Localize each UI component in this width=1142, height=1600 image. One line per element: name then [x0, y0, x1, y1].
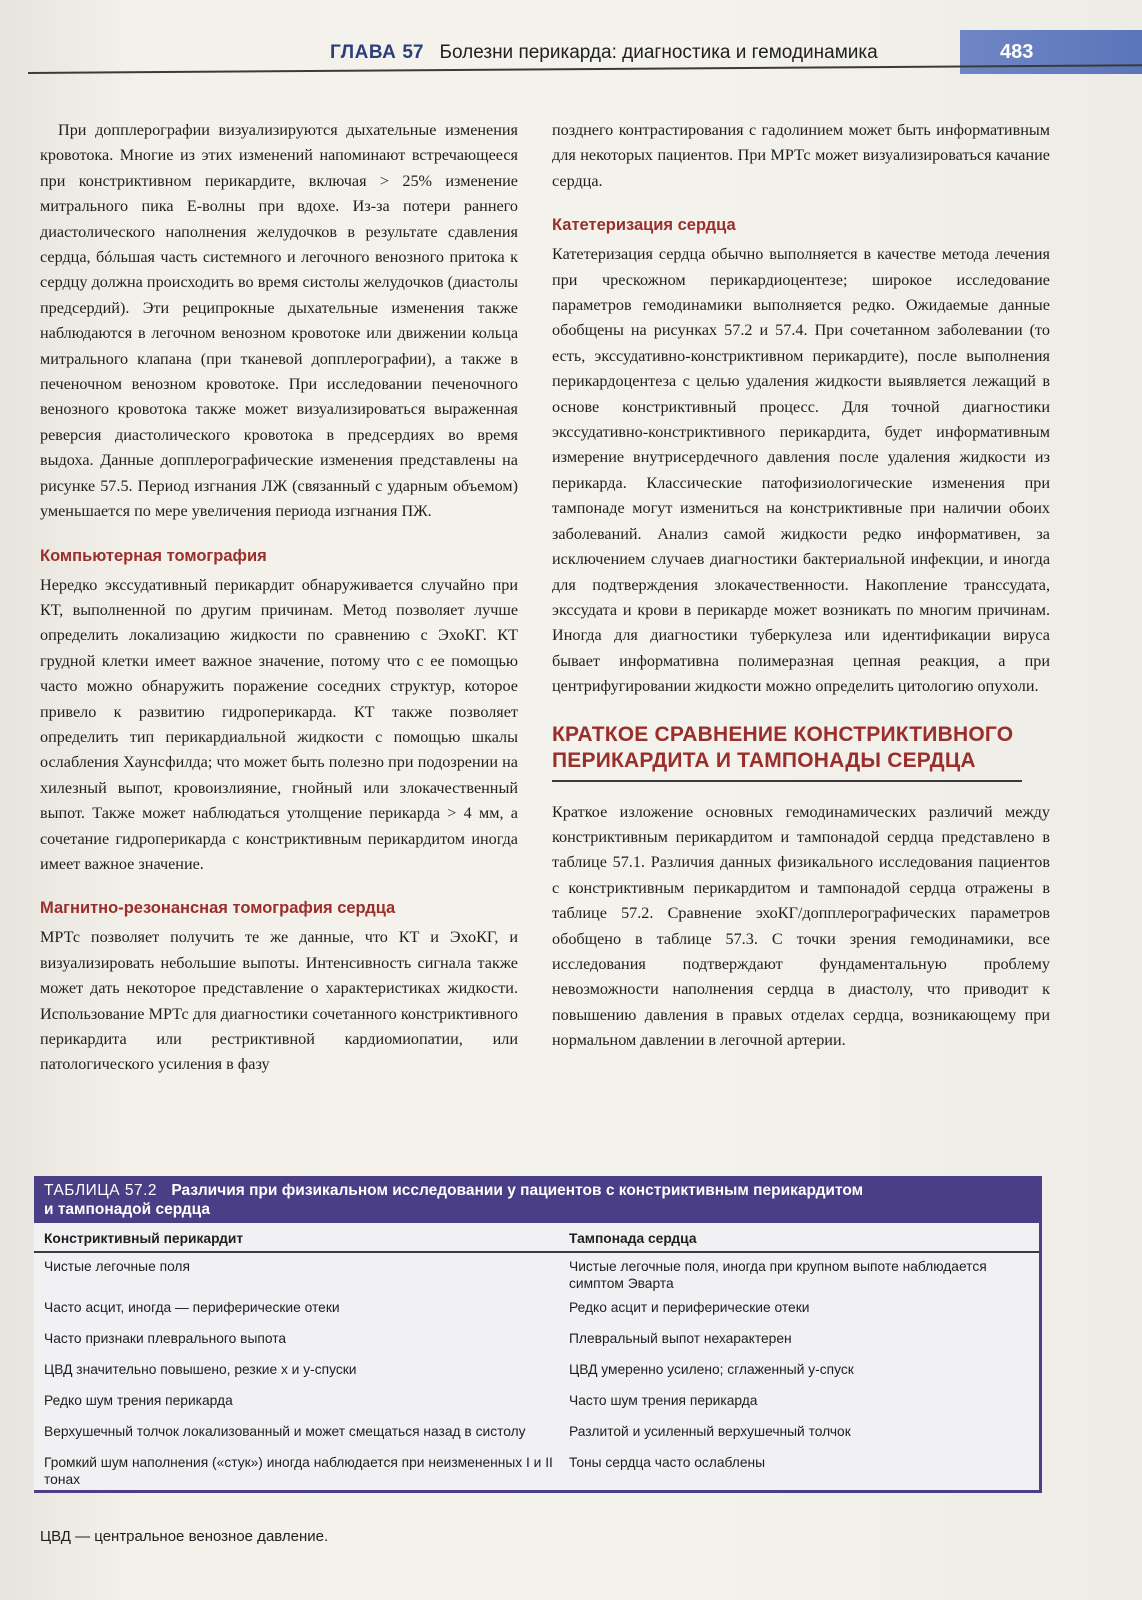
column-header-constrictive: Констриктивный перикардит [44, 1231, 244, 1246]
table-title-line2: и тампонадой сердца [44, 1201, 210, 1218]
ct-paragraph: Нередко экссудативный перикардит обнаруживается случайно при КТ, выполненной по другим причинам. Метод позволяет лучше определить локализацию жидкости по сравнению с ЭхоКГ. КТ грудной клетки имеет важное значение, потому что с ее помощью часто можно обнаружить поражение соседних структур, которое привело к развитию гидроперикарда. КТ также позволяет определить тип перикардиальной жидкости с помощью шкалы ослабления Хаунсфилда; что может быть полезно при подозрении на хилезный выпот, кровоизлияние, гнойный или злокачественный выпот. Также может наблюдаться утолщение перикарда > 4 мм, а сочетание гидроперикарда с констриктивным перикардитом иногда имеет важное значение. [40, 575, 518, 873]
table-cell-tamponade: Разлитой и усиленный верхушечный толчок [569, 1424, 851, 1439]
column-header-tamponade: Тампонада сердца [569, 1231, 697, 1246]
table-57-2 [34, 1176, 1042, 1493]
table-title-line1: Различия при физикальном исследовании у пациентов с констриктивным перикардитом [171, 1182, 864, 1199]
table-cell-tamponade: Чистые легочные поля, иногда при крупном выпоте наблюдается симптом Эварта [569, 1259, 987, 1291]
section-rule [552, 780, 1022, 782]
table-row [34, 1294, 1039, 1325]
chapter-title: Болезни перикарда: диагностика и гемодинамика [439, 42, 878, 63]
chapter-label: ГЛАВА [330, 42, 397, 63]
cath-paragraph: Катетеризация сердца обычно выполняется в качестве метода лечения при чрескожном перикардиоцентезе; широкое исследование параметров гемодинамики выполняется редко. Ожидаемые данные обобщены на рисунках 57.2 и 57.4. При сочетанном заболевании (то есть, экссудативно-констриктивном перикардите), после выполнения перикардоцентеза с целью удаления жидкости выявляется лежащий в основе констриктивный процесс. Для точной диагностики экссудативно-констриктивного перикардита, будет информативным измерение внутрисердечного давления после удаления жидкости из перикарда. Классические патофизиологические изменения при тампонаде могут измениться на констриктивные при наличии обоих заболеваний. Анализ самой жидкости редко информативен, за исключением случаев диагностики бактериальной инфекции, и иногда для подтверждения злокачественности. Накопление транссудата, экссудата и крови в перикарде может возникать по многим причинам. Иногда для диагностики туберкулеза или идентификации вируса бывает информативна полимеразная цепная реакция, а при центрифугировании жидкости можно определить цитологию опухоли. [552, 245, 1050, 696]
page-number-tab [960, 30, 1142, 74]
table-cell-tamponade: Часто шум трения перикарда [569, 1393, 758, 1408]
cath-heading: Катетеризация сердца [552, 216, 736, 235]
table-row [34, 1387, 1039, 1418]
doppler-paragraph: При допплерографии визуализируются дыхательные изменения кровотока. Многие из этих изменений напоминают встречающееся при констриктивном перикардите, включая > 25% изменение митрального пика Е-волны при вдохе. Из-за потери раннего диастолического наполнения желудочков в результате сдавления сердца, бóльшая часть системного и легочного венозного притока к сердцу должна происходить во время систолы желудочков (диастолы предсердий). Эти реципрокные дыхательные изменения также наблюдаются в легочном венозном кровотоке или движении кольца митрального клапана (при тканевой допплерографии), а также в печеночном венозном кровотоке. При исследовании печеночного венозного кровотока также может визуализироваться выраженная реверсия диастолического кровотока в предсердиях во время выдоха. Данные допплерографические изменения представлены на рисунке 57.5. Период изгнания ЛЖ (связанный с ударным объемом) уменьшается по мере увеличения периода изгнания ПЖ. [40, 121, 518, 521]
table-cell-constrictive: Редко шум трения перикарда [44, 1393, 233, 1408]
table-label: ТАБЛИЦА 57.2 [44, 1182, 158, 1199]
section-heading-line2: ПЕРИКАРДИТА И ТАМПОНАДЫ СЕРДЦА [552, 748, 976, 772]
table-row [34, 1356, 1039, 1387]
ct-heading: Компьютерная томография [40, 546, 267, 565]
section-paragraph: Краткое изложение основных гемодинамических различий между констриктивным перикардитом и тампонадой сердца представлено в таблице 57.1. Различия данных физикального исследования пациентов с констриктивным перикардитом и тампонадой сердца отражены в таблице 57.2. Сравнение эхоКГ/допплерографических параметров обобщено в таблице 57.3. С точки зрения гемодинамики, все исследования подтверждают фундаментальную проблему невозможности наполнения сердца в диастолу, что приводит к повышению давления в правых отделах сердца, возникающему при нормальном давлении в легочной артерии. [552, 802, 1050, 1050]
running-header [330, 38, 970, 68]
table-row [34, 1253, 1039, 1294]
table-cell-tamponade: Плевральный выпот нехарактерен [569, 1331, 792, 1346]
table-row [34, 1325, 1039, 1356]
table-cell-constrictive: ЦВД значительно повышено, резкие x и y-спуски [44, 1362, 357, 1377]
mri-continued-paragraph: позднего контрастирования с гадолинием может быть информативным для некоторых пациентов. При МРТс может визуализироваться качание сердца. [552, 121, 1050, 190]
table-body [34, 1223, 1042, 1493]
table-cell-constrictive: Часто асцит, иногда — периферические отеки [44, 1300, 340, 1315]
table-cell-tamponade: ЦВД умеренно усилено; сглаженный y-спуск [569, 1362, 854, 1377]
mri-paragraph: МРТс позволяет получить те же данные, что КТ и ЭхоКГ, и визуализировать небольшие выпоты. Интенсивность сигнала также может дать некоторое представление о характеристиках жидкости. Использование МРТс для диагностики сочетанного констриктивного перикардита или рестриктивной кардиомиопатии, или патологического усиления в фазу [40, 928, 518, 1074]
table-footnote: ЦВД — центральное венозное давление. [40, 1528, 329, 1545]
table-cell-tamponade: Тоны сердца часто ослаблены [569, 1455, 766, 1470]
right-column [552, 118, 1050, 1054]
left-column [40, 118, 518, 1078]
table-cell-constrictive: Часто признаки плеврального выпота [44, 1331, 287, 1346]
table-cell-constrictive: Чистые легочные поля [44, 1259, 190, 1274]
section-heading [552, 722, 1050, 774]
mri-heading: Магнитно-резонансная томография сердца [40, 899, 396, 918]
table-cell-constrictive: Верхушечный толчок локализованный и может смещаться назад в систолу [44, 1424, 526, 1439]
table-title-bar [34, 1176, 1042, 1223]
table-cell-constrictive: Громкий шум наполнения («стук») иногда наблюдается при неизмененных I и II тонах [44, 1455, 553, 1487]
chapter-number: 57 [402, 42, 424, 63]
table-cell-tamponade: Редко асцит и периферические отеки [569, 1300, 810, 1315]
table-rows [34, 1253, 1039, 1490]
section-heading-line1: КРАТКОЕ СРАВНЕНИЕ КОНСТРИКТИВНОГО [552, 722, 1014, 746]
table-row [34, 1449, 1039, 1490]
table-row [34, 1418, 1039, 1449]
page-number: 483 [1000, 40, 1034, 63]
table-header-row [34, 1223, 1039, 1253]
